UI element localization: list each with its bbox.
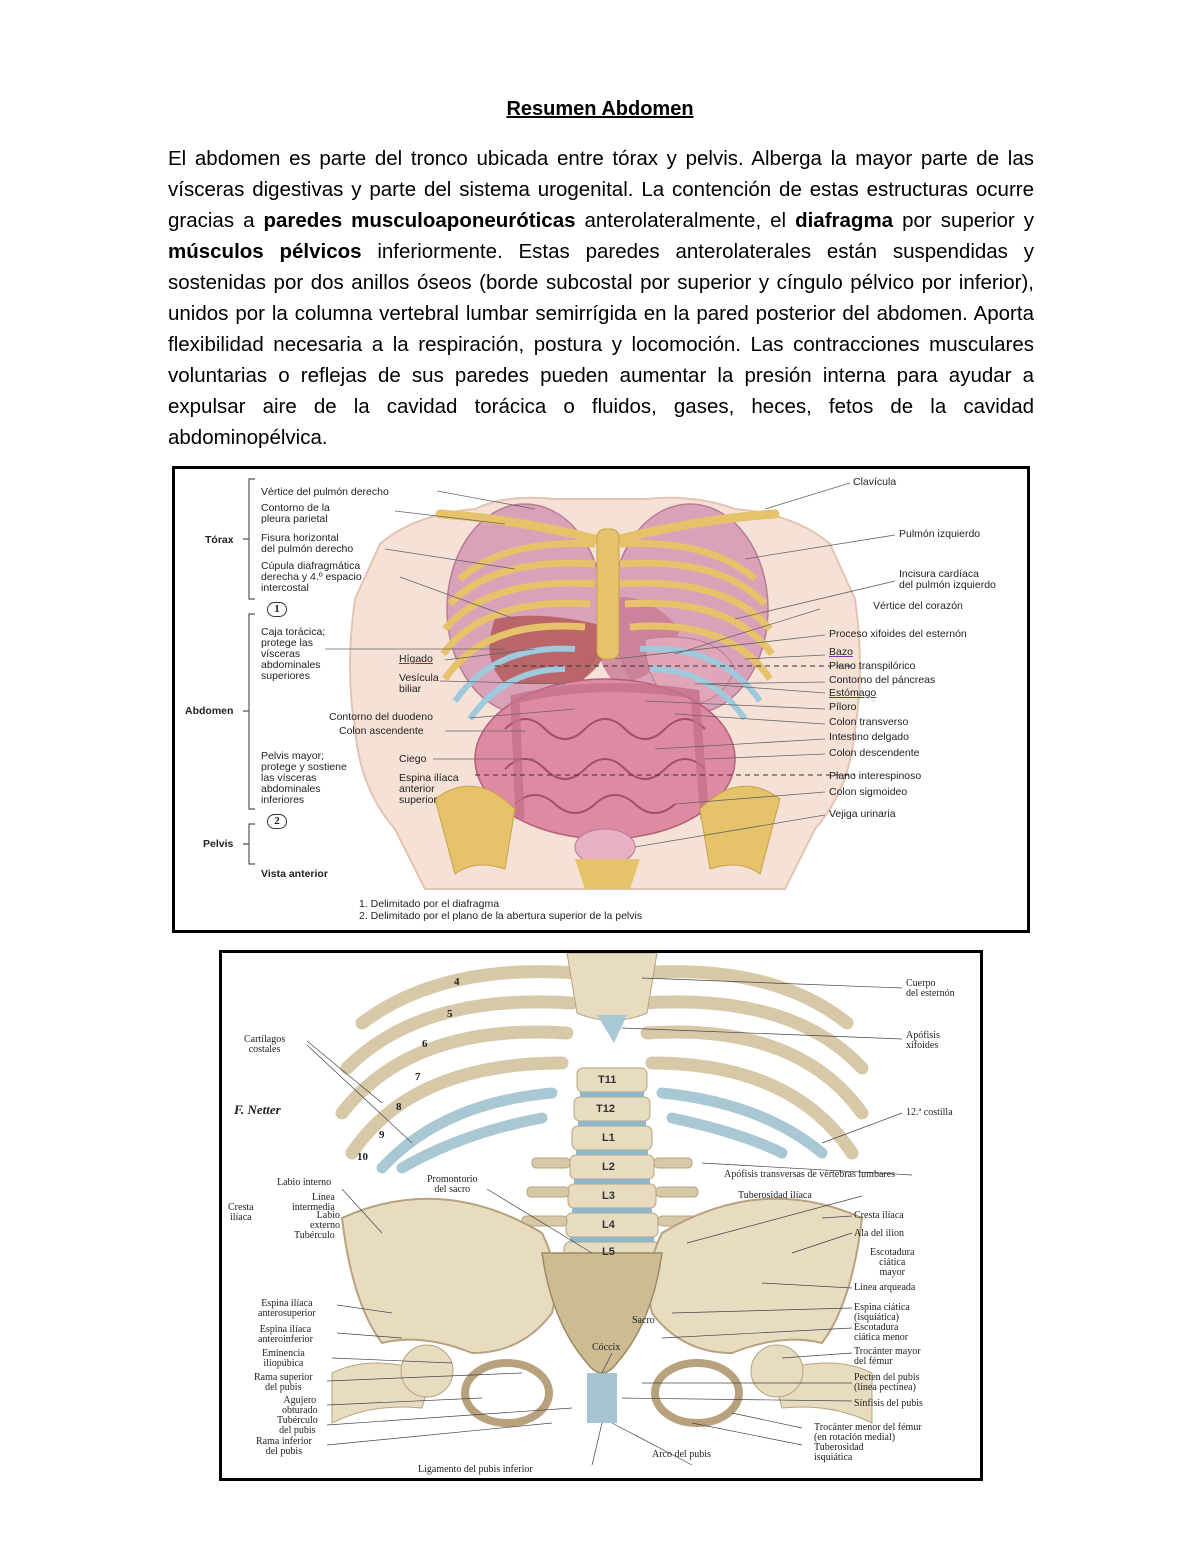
- label-cuerpo-esternon: Cuerpo del esternón: [906, 978, 955, 999]
- rib-number-8: 8: [396, 1101, 402, 1113]
- label-cartilagos-costales: Cartílagos costales: [244, 1034, 286, 1055]
- label-colon-transverso: Colon transverso: [829, 716, 909, 728]
- label-sacro: Sacro: [632, 1315, 655, 1326]
- label-coccix: Cóccix: [592, 1342, 621, 1353]
- bold-term-walls: paredes musculoaponeuróticas: [263, 209, 576, 232]
- label-espina-ciatica: Espina ciática (isquiática): [854, 1302, 910, 1323]
- label-rama-superior: Rama superior del pubis: [254, 1372, 313, 1393]
- label-tuberosidad-isquiatica: Tuberosidad isquiática: [814, 1442, 864, 1463]
- label-colon-descendente: Colon descendente: [829, 747, 920, 759]
- label-rama-inferior: Rama inferior del pubis: [256, 1436, 312, 1457]
- label-piloro: Píloro: [829, 701, 857, 713]
- vertebra-t12: T12: [596, 1103, 615, 1115]
- rib-number-7: 7: [415, 1071, 421, 1083]
- rib-number-4: 4: [454, 976, 460, 988]
- figure-abdomen-anterior-view: [172, 466, 1030, 933]
- label-labio-externo: Labio externo: [310, 1210, 340, 1231]
- label-linea-arqueada: Línea arqueada: [854, 1282, 916, 1293]
- label-tuberculo-pubis: Tubérculo del pubis: [277, 1415, 318, 1436]
- circle-marker-1: 1: [267, 602, 287, 617]
- label-colon-sigmoideo: Colon sigmoideo: [829, 786, 908, 798]
- label-vista-anterior: Vista anterior: [261, 868, 328, 880]
- paragraph-text-3: por superior y: [893, 209, 1034, 232]
- region-abdomen-label: Abdomen: [185, 705, 234, 717]
- footnote-2: 2. Delimitado por el plano de la abertura superior de la pelvis: [359, 910, 643, 922]
- label-caja-toracica: Caja torácica; protege las vísceras abdominales superiores: [261, 626, 326, 682]
- label-cresta-iliaca-left: Cresta ilíaca: [228, 1202, 254, 1223]
- figure-skeleton-abdominal-wall: [219, 950, 983, 1481]
- vertebra-l2: L2: [602, 1161, 615, 1173]
- label-vertice-pulmon: Vértice del pulmón derecho: [261, 486, 389, 498]
- vertebra-l1: L1: [602, 1132, 615, 1144]
- label-intestino-delgado: Intestino delgado: [829, 731, 909, 743]
- label-eminencia: Eminencia iliopúbica: [262, 1348, 305, 1369]
- label-plano-interespinoso: Plano interespinoso: [829, 770, 922, 782]
- page-title: Resumen Abdomen: [506, 98, 694, 120]
- vertebra-l4: L4: [602, 1219, 615, 1231]
- region-torax-label: Tórax: [205, 534, 234, 546]
- label-agujero-obturado: Agujero obturado: [282, 1395, 318, 1416]
- label-promontorio: Promontorio del sacro: [427, 1174, 478, 1195]
- label-duodeno: Contorno del duodeno: [329, 711, 433, 723]
- label-tuberosidad-iliaca: Tuberosidad ilíaca: [738, 1190, 812, 1201]
- paragraph-text-4: inferiormente. Estas paredes anterolaterales están suspendidas y sostenidas por dos anillos óseos (borde subcostal por superior y cíngulo pélvico por inferior), unidos por la columna vertebral lumbar semirrígida en la pared posterior del abdomen. Aporta flexibilidad necesaria a la respiración, postura y locomoción. Las contracciones musculares voluntarias o reflejas de sus paredes pueden aumentar la presión interna para ayudar a expulsar aire de la cavidad torácica o fluidos, gases, heces, fetos de la cavidad abdominopélvica.: [168, 240, 1034, 449]
- label-apofisis-transversas: Apófisis transversas de vértebras lumbares: [724, 1169, 896, 1180]
- artist-signature: F. Netter: [234, 1102, 281, 1117]
- label-pelvis-mayor: Pelvis mayor; protege y sostiene las vísceras abdominales inferiores: [261, 750, 347, 806]
- label-vertice-corazon: Vértice del corazón: [873, 600, 963, 612]
- label-incisura: Incisura cardíaca del pulmón izquierdo: [899, 568, 996, 591]
- label-sinfisis: Sínfisis del pubis: [854, 1398, 923, 1409]
- label-trocanter-mayor: Trocánter mayor del fémur: [854, 1346, 921, 1367]
- label-estomago: Estómago: [829, 687, 877, 699]
- vertebra-l5: L5: [602, 1246, 615, 1258]
- rib-number-5: 5: [447, 1008, 453, 1020]
- rib-number-9: 9: [379, 1129, 385, 1141]
- rib-number-6: 6: [422, 1038, 428, 1050]
- label-ciego: Ciego: [399, 753, 427, 765]
- circle-marker-2: 2: [267, 814, 287, 829]
- label-trocanter-menor: Trocánter menor del fémur (en rotación medial): [814, 1422, 922, 1443]
- label-costilla-12: 12.ª costilla: [906, 1107, 953, 1118]
- label-ala-ilion: Ala del ilion: [854, 1228, 904, 1239]
- label-higado: Hígado: [399, 653, 433, 665]
- label-ligamento: Ligamento del pubis inferior: [418, 1464, 533, 1475]
- label-plano-transpilorico: Plano transpilórico: [829, 660, 916, 672]
- paragraph-text-1: El abdomen es parte del tronco ubicada entre tórax y pelvis. Alberga la mayor parte de las vísceras digestivas y parte del sistema urogenital. La contención de estas estructuras ocurre gracias a: [168, 147, 1034, 232]
- label-pecten: Pecten del pubis (línea pectínea): [854, 1372, 920, 1393]
- label-espina-anteroinferior: Espina ilíaca anteroinferior: [258, 1324, 313, 1345]
- label-linea-intermedia: Línea intermedia: [292, 1192, 335, 1213]
- label-escotadura-menor: Escotadura ciática menor: [854, 1322, 909, 1343]
- label-espina-iliaca: Espina ilíaca anterior superior: [399, 772, 459, 806]
- vertebra-l3: L3: [602, 1190, 615, 1202]
- region-pelvis-label: Pelvis: [203, 838, 234, 850]
- label-tuberculo: Tubérculo: [294, 1230, 335, 1241]
- bold-term-diaphragm: diafragma: [795, 209, 894, 232]
- label-colon-ascendente: Colon ascendente: [339, 725, 424, 737]
- label-espina-anterosuperior: Espina ilíaca anterosuperior: [258, 1298, 316, 1319]
- label-contorno-pleura: Contorno de la pleura parietal: [261, 502, 330, 525]
- label-cresta-iliaca: Cresta ilíaca: [854, 1210, 904, 1221]
- label-apofisis-xifoides: Apófisis xifoides: [906, 1030, 940, 1051]
- label-proceso-xifoides: Proceso xifoides del esternón: [829, 628, 967, 640]
- label-clavicula: Clavícula: [853, 476, 897, 488]
- label-contorno-pancreas: Contorno del páncreas: [829, 674, 936, 686]
- label-labio-interno: Labio interno: [277, 1177, 332, 1188]
- rib-number-10: 10: [357, 1151, 368, 1163]
- bold-term-pelvic-muscles: músculos pélvicos: [168, 240, 362, 263]
- label-pulmon-izquierdo: Pulmón izquierdo: [899, 528, 981, 540]
- label-fisura: Fisura horizontal del pulmón derecho: [261, 532, 354, 555]
- label-arco-pubis: Arco del pubis: [652, 1449, 711, 1460]
- paragraph-text-2: anterolateralmente, el: [575, 209, 796, 232]
- label-cupula: Cúpula diafragmática derecha y 4.º espacio intercostal: [261, 560, 362, 594]
- footnote-1: 1. Delimitado por el diafragma: [359, 898, 500, 910]
- intro-paragraph: [168, 143, 1034, 453]
- vertebra-t11: T11: [598, 1074, 617, 1086]
- label-escotadura-mayor: Escotadura ciática mayor: [870, 1247, 915, 1278]
- label-bazo: Bazo: [829, 646, 853, 658]
- label-vesicula: Vesícula biliar: [399, 672, 439, 695]
- label-vejiga: Vejiga urinaria: [829, 808, 896, 820]
